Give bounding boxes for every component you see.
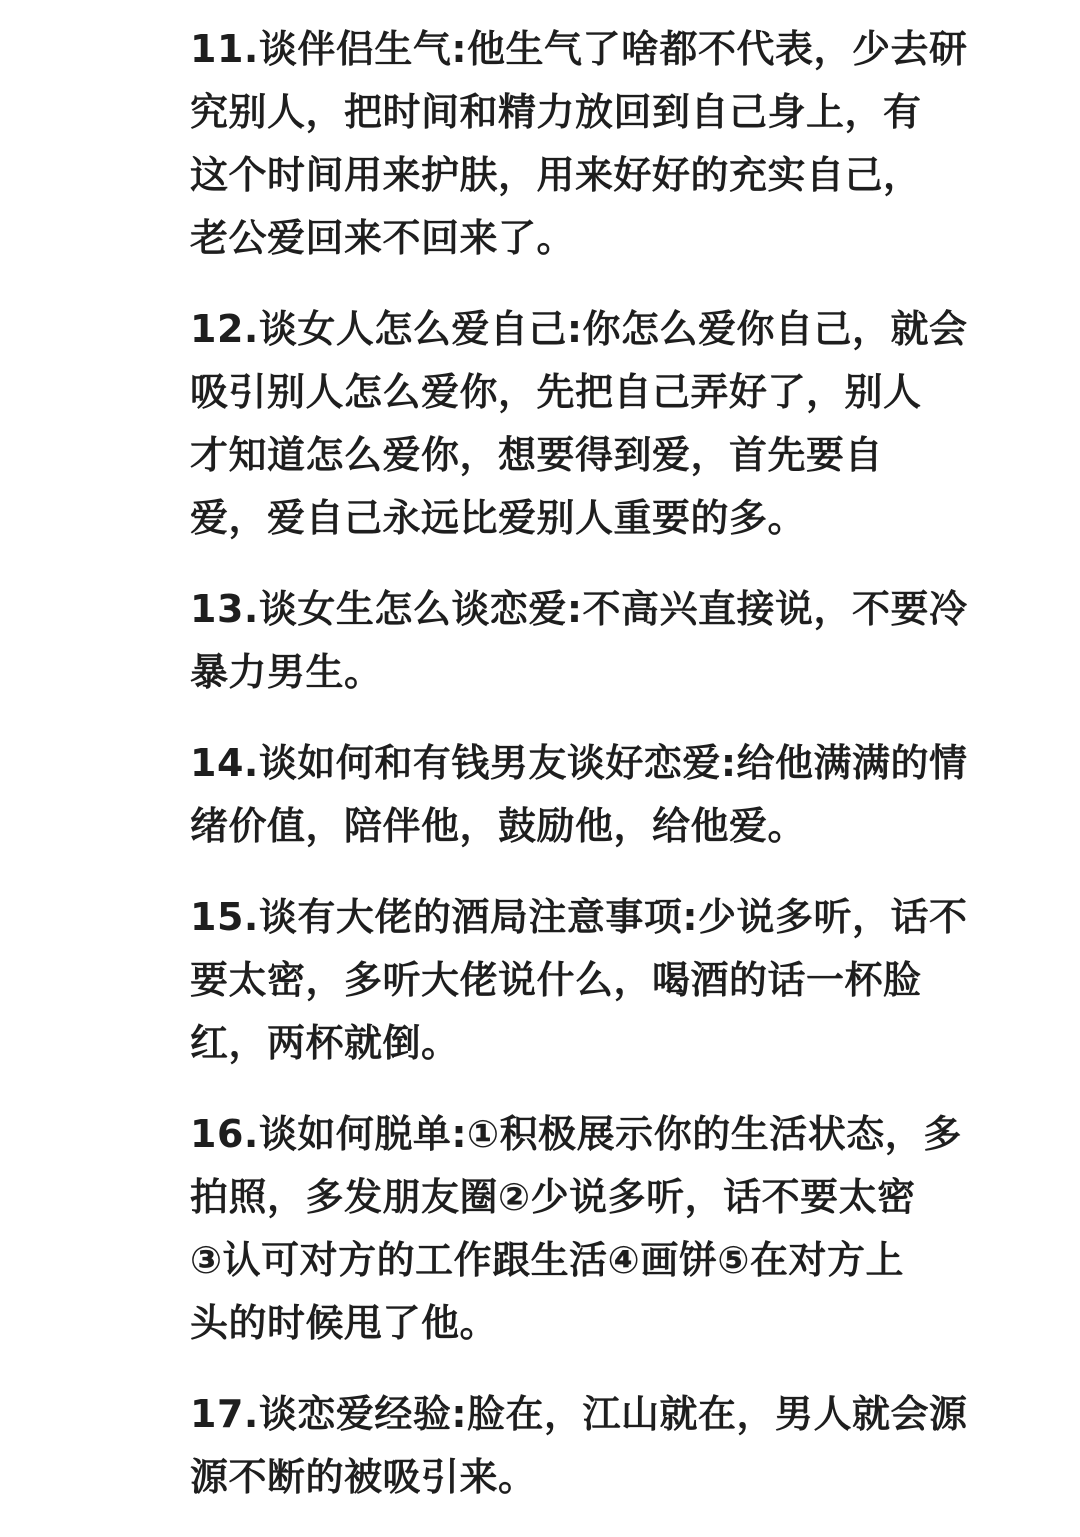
text-line: 绪价值，陪伴他，鼓励他，给他爱。 [190, 804, 807, 848]
text-line: 吸引别人怎么爱你，先把自己弄好了，别人 [190, 370, 922, 414]
text-line: 13.谈女生怎么谈恋爱:不高兴直接说，不要冷 [190, 587, 968, 631]
text-line: 红，两杯就倒。 [190, 1021, 460, 1065]
text-line: 暴力男生。 [190, 650, 383, 694]
text-line: 才知道怎么爱你，想要得到爱，首先要自 [190, 433, 884, 477]
text-line: 15.谈有大佬的酒局注意事项:少说多听，话不 [190, 895, 968, 939]
text-line: 爱，爱自己永远比爱别人重要的多。 [190, 496, 807, 540]
text-line: 究别人，把时间和精力放回到自己身上，有 [190, 90, 922, 134]
text-line: 12.谈女人怎么爱自己:你怎么爱你自己，就会 [190, 307, 968, 351]
text-line: 拍照，多发朋友圈②少说多听，话不要太密 [190, 1175, 916, 1219]
text-line: 这个时间用来护肤，用来好好的充实自己， [190, 153, 922, 197]
tip-item-14 [190, 732, 968, 858]
text-line: 11.谈伴侣生气:他生气了啥都不代表，少去研 [190, 27, 968, 71]
tip-item-11 [190, 18, 968, 270]
text-line: 16.谈如何脱单:①积极展示你的生活状态，多 [190, 1112, 962, 1156]
text-line: 要太密，多听大佬说什么，喝酒的话一杯脸 [190, 958, 922, 1002]
text-line: 14.谈如何和有钱男友谈好恋爱:给他满满的情 [190, 741, 968, 785]
text-line: 头的时候甩了他。 [190, 1301, 499, 1345]
tip-item-15 [190, 886, 968, 1075]
article-body [190, 18, 968, 1537]
tip-item-16 [190, 1103, 962, 1355]
text-line: 源不断的被吸引来。 [190, 1455, 537, 1499]
text-line: ③认可对方的工作跟生活④画饼⑤在对方上 [190, 1238, 905, 1282]
text-line: 17.谈恋爱经验:脸在，江山就在，男人就会源 [190, 1392, 968, 1436]
text-line: 老公爱回来不回来了。 [190, 216, 576, 260]
tip-item-12 [190, 298, 968, 550]
tip-item-13 [190, 578, 968, 704]
tip-item-17 [190, 1383, 968, 1509]
